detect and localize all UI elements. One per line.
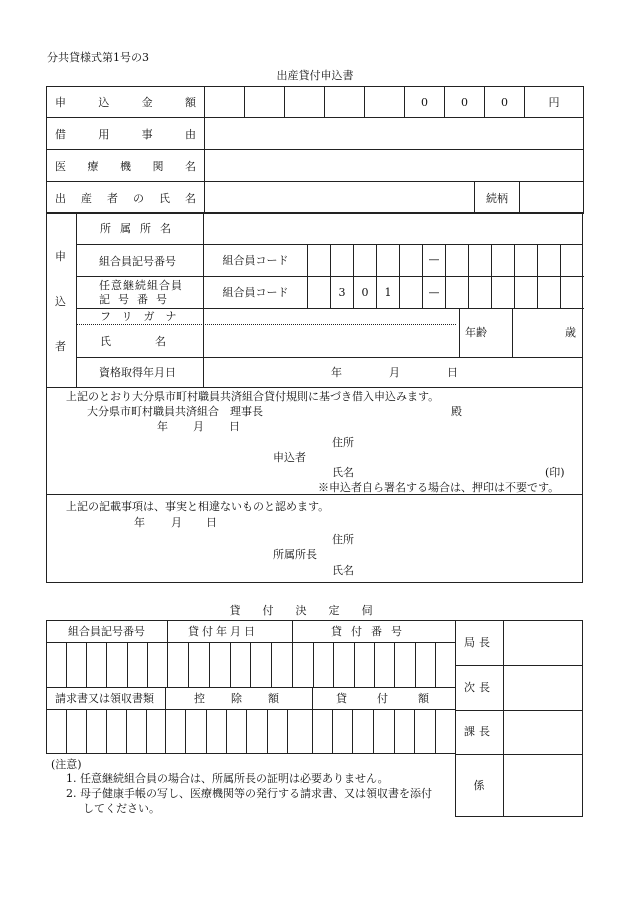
approver-staff: 係 [473,779,485,792]
form-code: 分共貸様式第1号の3 [47,51,149,64]
age-label: 年齢 [465,326,487,339]
qual-year: 年 [331,366,342,379]
declaration-year: 年 [157,420,168,433]
reason-row [47,118,584,150]
furigana-label: フリガナ [100,310,188,323]
amount-digit[interactable] [205,87,245,118]
qual-date-field[interactable] [204,358,582,387]
declaration-month: 月 [193,420,204,433]
member-code-digit[interactable] [515,244,538,276]
member-code-digit[interactable] [400,244,423,276]
declaration-honorific: 殿 [451,405,462,418]
certification-month: 月 [171,516,182,529]
declaration-block [46,387,583,495]
reason-label: 借用事由 [47,118,205,150]
member-code-digit[interactable] [354,244,377,276]
digit-cell-divider [287,709,288,754]
digit-cell-divider [246,709,247,754]
claim-header: 請求書又は領収書類 [55,692,154,705]
approver-director-general: 局長 [464,636,494,649]
voluntary-code-digit[interactable]: 0 [354,276,377,308]
member-no-label: 組合員記号番号 [99,255,176,268]
digit-cell-divider [206,709,207,754]
approval-stamp-director-general[interactable] [504,621,582,664]
declaration-address-label: 住所 [332,436,354,449]
digit-cell-divider [354,642,355,687]
medical-label: 医療機関名 [47,150,205,182]
digit-cell-divider [66,642,67,687]
voluntary-code-dash: — [423,276,446,308]
deduction-header: 控除額 [194,692,305,705]
certification-name-label: 氏名 [332,564,354,577]
approver-section-chief: 課長 [464,725,494,738]
digit-cell-divider [415,642,416,687]
digit-cell-divider [374,642,375,687]
member-code-digit[interactable] [446,244,469,276]
digit-cell-divider [230,642,231,687]
declaration-day: 日 [229,420,240,433]
amount-digit[interactable]: 0 [485,87,525,118]
digit-cell-divider [146,709,147,754]
affiliation-label: 所属所名 [100,222,180,235]
digit-cell-divider [394,709,395,754]
loan-date-header: 貸付年月日 [188,625,258,638]
amount-row [47,87,584,118]
member-code-digit[interactable] [308,244,331,276]
voluntary-code-digit[interactable] [515,276,538,308]
digit-cell-divider [209,642,210,687]
digit-cell-divider [435,709,436,754]
age-unit: 歳 [565,326,576,339]
furigana-field[interactable] [204,309,458,324]
digit-cell-divider [414,709,415,754]
voluntary-code-digit[interactable]: 1 [377,276,400,308]
voluntary-code-digit[interactable] [538,276,561,308]
relation-field[interactable] [520,182,584,214]
application-table [46,86,584,182]
digit-cell-divider [126,709,127,754]
member-code-dash: — [423,244,446,276]
loan-no-header: 貸付番号 [331,625,411,638]
declaration-applicant-label: 申込者 [273,451,306,464]
digit-cell-divider [86,709,87,754]
birth-name-row [47,182,584,214]
member-code-digit[interactable] [377,244,400,276]
declaration-addressee: 大分県市町村職員共済組合 理事長 [87,405,263,418]
member-code-digit[interactable] [469,244,492,276]
voluntary-code-digit[interactable] [400,276,423,308]
voluntary-code-digit[interactable] [446,276,469,308]
name-field[interactable] [204,325,458,356]
digit-cell-divider [333,642,334,687]
voluntary-code-digit[interactable] [469,276,492,308]
amount-label: 申込金額 [47,87,205,118]
member-code-digit[interactable] [492,244,515,276]
note-item-1: 1. 任意継続組合員の場合は、所属所長の証明は必要ありません。 [66,772,389,785]
notes-heading: (注意) [51,758,82,771]
voluntary-code-digit[interactable] [561,276,584,308]
digit-cell-divider [332,709,333,754]
certification-line1: 上記の記載事項は、事実と相違ないものと認めます。 [66,500,330,513]
applicant-side-2: 込 [55,295,66,308]
voluntary-code-digit[interactable]: 3 [331,276,354,308]
digit-cell-divider [147,642,148,687]
qual-day: 日 [447,366,458,379]
member-code-digit[interactable] [331,244,354,276]
certification-head-label: 所属所長 [273,548,317,561]
approval-stamp-deputy-director[interactable] [504,666,582,709]
approval-stamp-staff[interactable] [504,755,582,816]
digit-cell-divider [250,642,251,687]
decision-title: 貸付決定伺 [229,604,395,617]
amount-digit[interactable] [285,87,325,118]
digit-cell-divider [86,642,87,687]
digit-cell-divider [313,642,314,687]
amount-digit[interactable] [365,87,405,118]
amount-digit[interactable]: 0 [445,87,485,118]
declaration-note: ※申込者自ら署名する場合は、押印は不要です。 [318,481,560,494]
digit-cell-divider [352,709,353,754]
amount-digit[interactable] [245,87,285,118]
approval-stamp-section-chief[interactable] [504,711,582,753]
digit-cell-divider [373,709,374,754]
digit-cell-divider [106,642,107,687]
digit-cell-divider [66,709,67,754]
relation-label: 続柄 [475,182,520,214]
name-label: 氏名 [100,335,210,348]
birth-name-table [46,181,584,214]
page-title: 出産貸付申込書 [276,69,354,82]
voluntary-label-2: 記号番号 [99,293,175,306]
qual-month: 月 [389,366,400,379]
digit-cell-divider [185,709,186,754]
amount-digit[interactable] [325,87,365,118]
digit-cell-divider [271,642,272,687]
member-no-header: 組合員記号番号 [68,625,145,638]
digit-cell-divider [106,709,107,754]
certification-day: 日 [206,516,217,529]
digit-cell-divider [267,709,268,754]
qual-date-label: 資格取得年月日 [99,366,176,379]
declaration-line1: 上記のとおり大分県市町村職員共済組合貸付規則に基づき借入申込みます。 [66,390,440,403]
digit-cell-divider [127,642,128,687]
certification-year: 年 [134,516,145,529]
member-code-digit[interactable] [561,244,584,276]
digit-cell-divider [226,709,227,754]
age-field[interactable] [513,309,558,356]
member-code-label: 組合員コード [204,244,308,276]
voluntary-code-digit[interactable] [308,276,331,308]
birth-name-field[interactable] [205,182,475,214]
voluntary-label-1: 任意継続組合員 [99,279,183,292]
applicant-side-3: 者 [55,340,66,353]
applicant-side-1: 申 [55,250,66,263]
yen-unit: 円 [525,87,584,118]
medical-row [47,150,584,182]
digit-cell-divider [435,642,436,687]
certification-address-label: 住所 [332,533,354,546]
loan-amount-header: 貸付額 [336,692,459,705]
note-item-2-cont: してください。 [83,802,160,815]
digit-cell-divider [394,642,395,687]
voluntary-code-label: 組合員コード [204,276,308,308]
affiliation-field[interactable] [204,213,582,243]
seal-mark: (印) [545,466,565,479]
voluntary-code-digit[interactable] [492,276,515,308]
note-item-2: 2. 母子健康手帳の写し、医療機関等の発行する請求書、又は領収書を添付 [66,787,432,800]
medical-field[interactable] [205,150,584,182]
declaration-name-label: 氏名 [332,466,354,479]
member-code-digit[interactable] [538,244,561,276]
approver-deputy-director: 次長 [464,681,494,694]
member-code-table [203,244,584,309]
reason-field[interactable] [205,118,584,150]
amount-digit[interactable]: 0 [405,87,445,118]
birth-name-label: 出産者の氏名 [47,182,205,214]
digit-cell-divider [188,642,189,687]
